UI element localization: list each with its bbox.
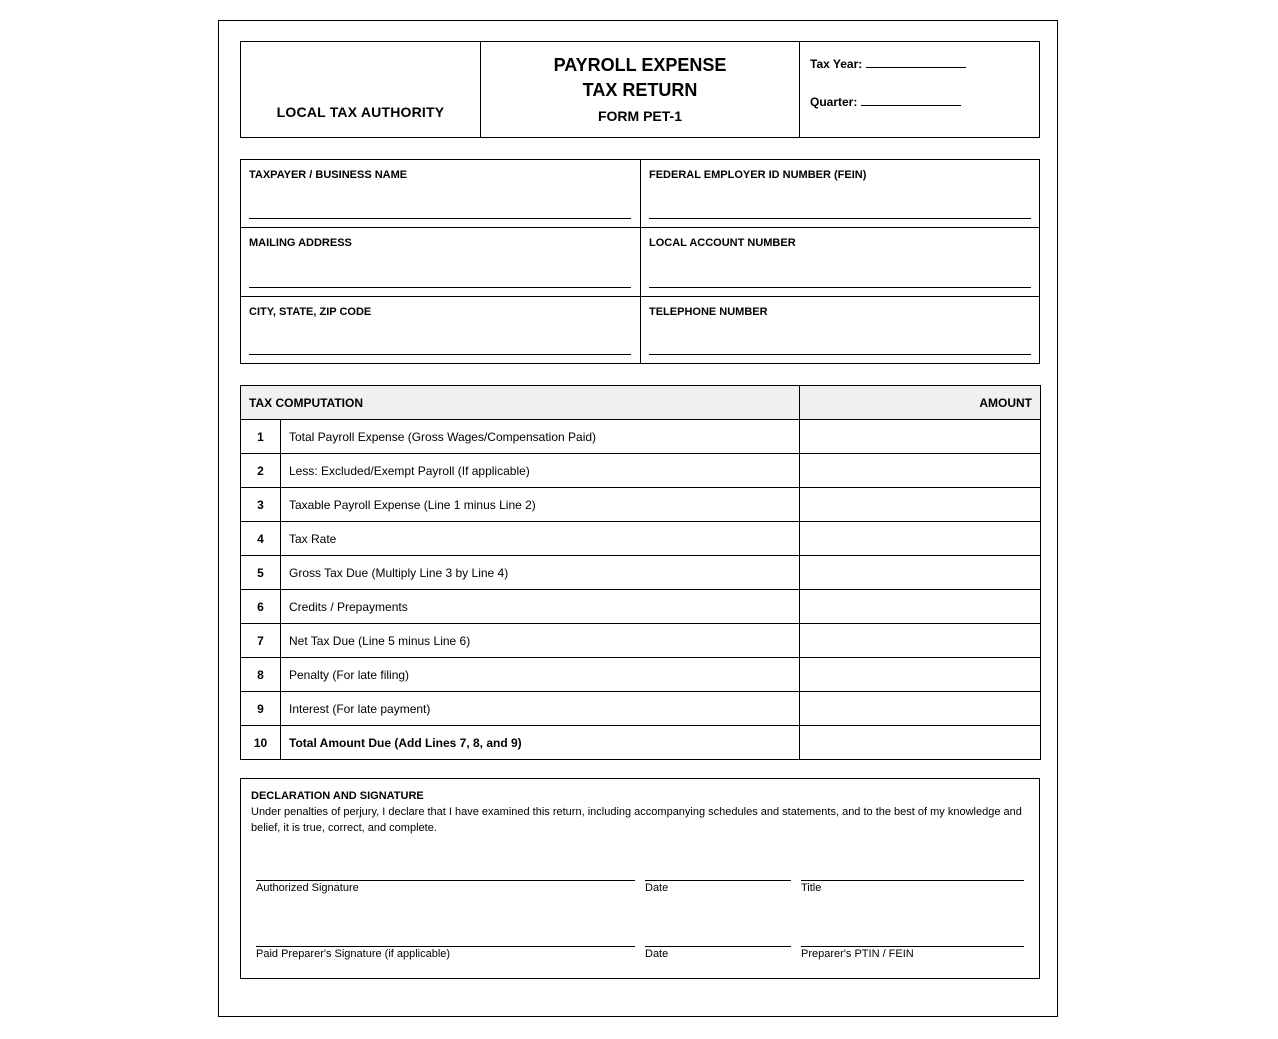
local-account-cell <box>641 228 1040 297</box>
total-row <box>241 726 1041 760</box>
form-title-line2: TAX RETURN <box>582 80 698 100</box>
title-line[interactable] <box>801 880 1024 881</box>
amount-field[interactable] <box>800 590 1041 624</box>
amount-field[interactable] <box>800 658 1041 692</box>
amount-field[interactable] <box>800 556 1041 590</box>
table-row <box>241 556 1041 590</box>
preparer-signature-caption: Paid Preparer's Signature (if applicable) <box>256 948 451 960</box>
line-description: Tax Rate <box>281 522 800 556</box>
line-description: Net Tax Due (Line 5 minus Line 6) <box>281 624 800 658</box>
date1-block <box>645 880 791 894</box>
date2-line[interactable] <box>645 946 791 947</box>
tax-year-label: Tax Year: <box>810 57 863 71</box>
preparer-ptin-block <box>801 946 1024 960</box>
preparer-ptin-caption: Preparer's PTIN / FEIN <box>801 948 914 960</box>
amount-field[interactable] <box>800 488 1041 522</box>
table-row <box>241 658 1041 692</box>
table-row <box>241 420 1041 454</box>
period-cell <box>800 42 1039 137</box>
line-number: 4 <box>241 522 281 556</box>
authority-name: LOCAL TAX AUTHORITY <box>276 104 445 120</box>
amount-field[interactable] <box>800 420 1041 454</box>
business-name-field[interactable] <box>249 218 631 219</box>
line-number: 5 <box>241 556 281 590</box>
line-number: 7 <box>241 624 281 658</box>
local-account-label: LOCAL ACCOUNT NUMBER <box>649 237 796 249</box>
business-name-cell <box>241 160 641 228</box>
total-amount-field[interactable] <box>800 726 1041 760</box>
date2-block <box>645 946 791 960</box>
date1-line[interactable] <box>645 880 791 881</box>
title-cell <box>481 42 800 137</box>
preparer-ptin-line[interactable] <box>801 946 1024 947</box>
line-description: Credits / Prepayments <box>281 590 800 624</box>
authorized-signature-block <box>256 880 635 894</box>
title-block <box>801 880 1024 894</box>
taxpayer-info-grid <box>240 159 1040 364</box>
telephone-cell <box>641 297 1040 363</box>
city-state-zip-field[interactable] <box>249 354 631 355</box>
telephone-field[interactable] <box>649 354 1031 355</box>
amount-field[interactable] <box>800 692 1041 726</box>
mailing-address-label: MAILING ADDRESS <box>249 237 352 249</box>
table-row <box>241 522 1041 556</box>
business-name-label: TAXPAYER / BUSINESS NAME <box>249 169 408 181</box>
line-description: Penalty (For late filing) <box>281 658 800 692</box>
declaration-section <box>240 778 1040 979</box>
form-page <box>218 20 1058 1017</box>
line-number: 8 <box>241 658 281 692</box>
table-row <box>241 590 1041 624</box>
fein-cell <box>641 160 1040 228</box>
declaration-text: Under penalties of perjury, I declare that I have examined this return, including accompanying schedules and statements, and to the best of my knowledge and belief, it is true, correct, and complete. <box>251 806 1022 834</box>
form-id: FORM PET-1 <box>597 108 682 124</box>
tax-year-field[interactable] <box>866 66 966 68</box>
line-description: Gross Tax Due (Multiply Line 3 by Line 4) <box>281 556 800 590</box>
preparer-signature-block <box>256 946 635 960</box>
fein-field[interactable] <box>649 218 1031 219</box>
amount-field[interactable] <box>800 624 1041 658</box>
quarter-label: Quarter: <box>810 95 858 109</box>
telephone-label: TELEPHONE NUMBER <box>649 306 768 318</box>
line-number: 1 <box>241 420 281 454</box>
title-caption: Title <box>801 882 822 894</box>
preparer-signature-line[interactable] <box>256 946 635 947</box>
line-number: 9 <box>241 692 281 726</box>
authorized-signature-caption: Authorized Signature <box>256 882 359 894</box>
line-number: 6 <box>241 590 281 624</box>
line-number: 10 <box>241 726 281 760</box>
quarter-field[interactable] <box>861 104 961 106</box>
form-header <box>240 41 1040 138</box>
table-row <box>241 488 1041 522</box>
city-state-zip-label: CITY, STATE, ZIP CODE <box>249 306 372 318</box>
mailing-address-field[interactable] <box>249 287 631 288</box>
line-number: 2 <box>241 454 281 488</box>
date2-caption: Date <box>645 948 669 960</box>
amount-field[interactable] <box>800 454 1041 488</box>
line-description: Total Payroll Expense (Gross Wages/Compensation Paid) <box>281 420 800 454</box>
tax-computation-header: TAX COMPUTATION <box>241 386 800 420</box>
tax-table-header <box>241 386 1041 420</box>
local-account-field[interactable] <box>649 287 1031 288</box>
date1-caption: Date <box>645 882 669 894</box>
table-row <box>241 692 1041 726</box>
line-description: Interest (For late payment) <box>281 692 800 726</box>
line-description: Less: Excluded/Exempt Payroll (If applicable) <box>281 454 800 488</box>
amount-header: AMOUNT <box>800 386 1041 420</box>
authority-cell <box>241 42 481 137</box>
tax-year-row <box>810 57 966 71</box>
amount-field[interactable] <box>800 522 1041 556</box>
authorized-signature-line[interactable] <box>256 880 635 881</box>
quarter-row <box>810 95 961 109</box>
line-description: Total Amount Due (Add Lines 7, 8, and 9) <box>281 726 800 760</box>
city-state-zip-cell <box>241 297 641 363</box>
line-description: Taxable Payroll Expense (Line 1 minus Line 2) <box>281 488 800 522</box>
fein-label: FEDERAL EMPLOYER ID NUMBER (FEIN) <box>649 169 867 181</box>
declaration-title: DECLARATION AND SIGNATURE <box>251 790 424 802</box>
form-title-line1: PAYROLL EXPENSE <box>553 55 727 75</box>
tax-computation-table <box>240 385 1041 760</box>
table-row <box>241 454 1041 488</box>
line-number: 3 <box>241 488 281 522</box>
mailing-address-cell <box>241 228 641 297</box>
table-row <box>241 624 1041 658</box>
